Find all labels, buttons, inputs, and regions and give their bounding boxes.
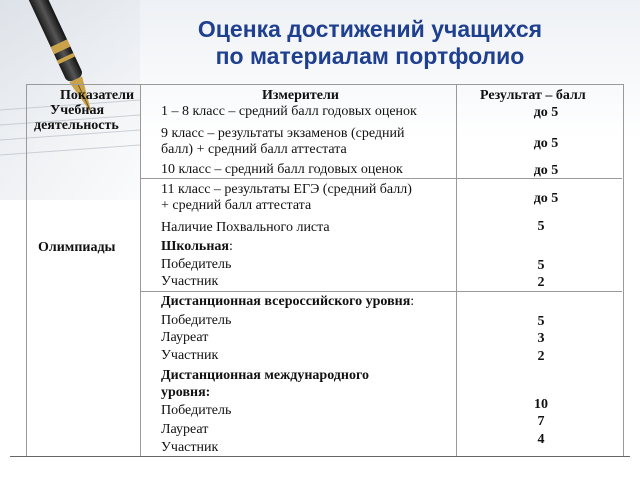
header-measures: Измерители <box>262 88 339 103</box>
distance-russian-title <box>161 294 414 310</box>
header-activity: деятельность <box>34 118 119 133</box>
measure-grade-11-line-2: + средний балл аттестата <box>161 198 312 213</box>
header-result: Результат – балл <box>480 88 586 103</box>
title-line-2: по материалам портфолио <box>215 43 525 69</box>
header-indicators: Показатели <box>60 88 135 103</box>
school-olympiad-title-colon: : <box>228 239 233 254</box>
result-distance-international-winner: 10 <box>534 397 548 412</box>
column-divider-1 <box>140 84 141 456</box>
distance-international-winner: Победитель <box>161 403 232 418</box>
distance-russian-title-colon: : <box>410 294 415 309</box>
table-bottom-line <box>10 456 630 457</box>
result-distance-international-laureate: 7 <box>537 414 545 429</box>
result-grade-1-8: до 5 <box>533 105 559 120</box>
result-distance-russian-winner: 5 <box>537 314 545 329</box>
result-school-winner: 5 <box>537 258 545 273</box>
measure-praise-letter: Наличие Похвального листа <box>161 220 330 235</box>
measure-grade-1-8: 1 – 8 класс – средний балл годовых оценок <box>161 104 417 119</box>
result-grade-10: до 5 <box>533 163 559 178</box>
result-praise-letter: 5 <box>537 219 545 234</box>
school-participant: Участник <box>161 274 219 289</box>
column-divider-2 <box>456 84 457 456</box>
result-school-participant: 2 <box>537 275 545 290</box>
distance-russian-title-text: Дистанционная всероссийского уровня <box>161 294 411 309</box>
distance-international-title-line-1: Дистанционная международного <box>161 368 369 383</box>
olympiads-label: Олимпиады <box>38 240 116 255</box>
result-grade-9: до 5 <box>533 136 559 151</box>
page-title <box>110 16 630 70</box>
result-grade-11: до 5 <box>533 191 559 206</box>
school-olympiad-title-text: Школьная <box>161 239 229 254</box>
title-line-1: Оценка достижений учащихся <box>197 16 543 42</box>
result-distance-russian-participant: 2 <box>537 349 545 364</box>
result-distance-international-participant: 4 <box>537 432 545 447</box>
measure-grade-10: 10 класс – средний балл годовых оценок <box>161 162 403 177</box>
distance-russian-winner: Победитель <box>161 313 232 328</box>
distance-international-participant: Участник <box>161 440 219 455</box>
school-olympiad-title <box>161 239 233 255</box>
measure-grade-9-line-1: 9 класс – результаты экзаменов (средний <box>161 126 405 141</box>
distance-russian-participant: Участник <box>161 348 219 363</box>
measure-grade-11-line-1: 11 класс – результаты ЕГЭ (средний балл) <box>161 182 412 197</box>
school-winner: Победитель <box>161 257 232 272</box>
distance-international-laureate: Лауреат <box>161 422 209 437</box>
result-distance-russian-laureate: 3 <box>537 331 545 346</box>
distance-russian-laureate: Лауреат <box>161 330 209 345</box>
measure-grade-9-line-2: балл) + средний балл аттестата <box>161 142 347 157</box>
header-study: Учебная <box>50 103 105 118</box>
distance-international-title-line-2: уровня: <box>161 385 211 400</box>
row-divider-2 <box>140 291 622 292</box>
